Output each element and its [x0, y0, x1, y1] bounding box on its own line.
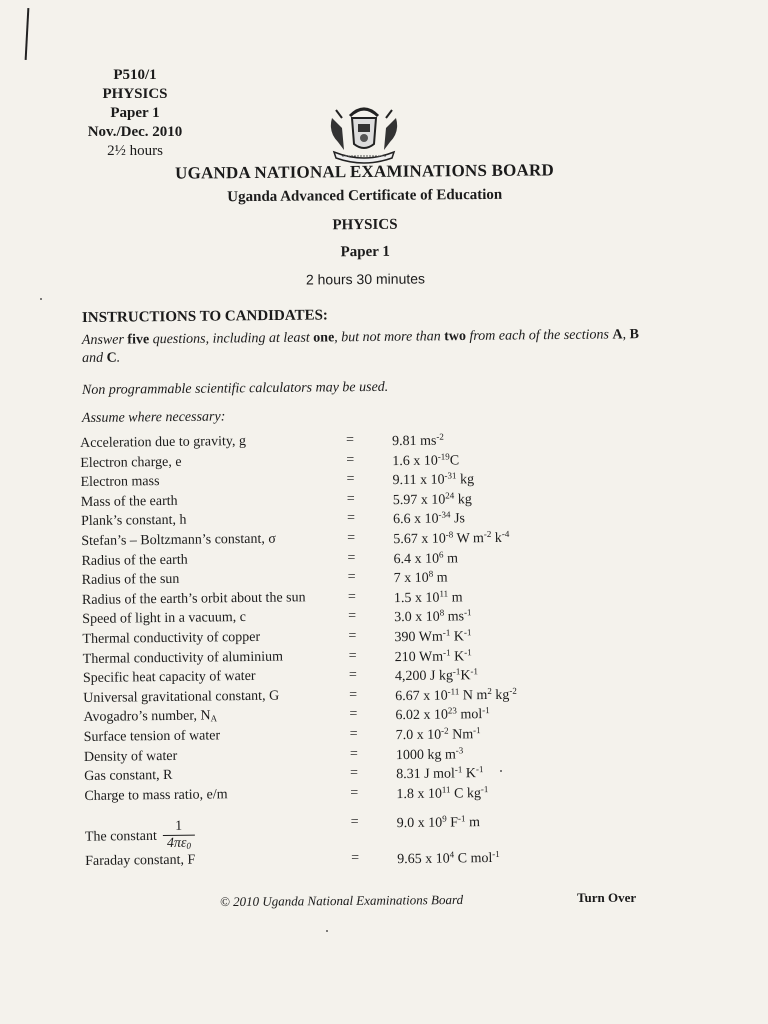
constant-value: 4,200 J $kg^{-1}K^{-1}$	[394, 666, 479, 685]
equals-sign: =	[348, 648, 357, 664]
equals-sign: =	[349, 706, 358, 723]
pen-mark	[25, 8, 30, 60]
constant-row-coulomb	[85, 801, 685, 852]
constant-value: 210 $Wm^{-1}$ $K^{-1}$	[394, 646, 472, 665]
constant-value: 8.31 J mol$^{-1}$ $K^{-1}$	[396, 764, 484, 783]
exam-duration: 2 hours 30 minutes	[305, 270, 426, 288]
equals-sign: =	[350, 785, 359, 801]
constant-value: 5.97 x $10^{24}$ kg	[392, 490, 472, 508]
equals-sign: =	[348, 628, 357, 644]
equals-sign: =	[348, 667, 357, 683]
constant-value: 5.67 x $10^{-8}$ W $m^{-2}$ $k^{-4}$	[393, 528, 510, 548]
constant-value: 9.11 x $10^{-31}$ kg	[392, 470, 475, 489]
constant-label: Surface tension of water	[83, 728, 221, 745]
constant-label: Radius of the earth’s orbit about the sun	[81, 590, 306, 608]
constant-value: 9.0 x $10^9$ $F^{-1}$ m	[396, 813, 481, 832]
constant-label: Radius of the earth	[81, 552, 188, 569]
constant-label: Plank’s constant, h	[80, 513, 187, 530]
constant-value: 6.4 x $10^6$ m	[393, 549, 459, 567]
constant-label: Radius of the sun	[81, 571, 180, 589]
turn-over-label: Turn Over	[577, 890, 637, 905]
constant-value: 390 $Wm^{-1}$ $K^{-1}$	[394, 627, 472, 646]
constants-table	[80, 429, 685, 872]
equals-sign: =	[347, 530, 356, 546]
constant-value: 1.5 x $10^{11}$ m	[393, 588, 463, 606]
constant-label: Electron mass	[80, 474, 160, 491]
constant-value: 6.67 x $10^{-11}$ N $m^2$ $kg^{-2}$	[395, 685, 517, 704]
constant-label: Acceleration due to gravity, g	[80, 433, 247, 451]
constant-label: Electron charge, e	[80, 454, 182, 471]
equals-sign: =	[350, 765, 359, 781]
copyright-notice: © 2010 Uganda National Examinations Board	[219, 891, 464, 910]
paper-code-block	[84, 66, 186, 161]
paper-code: P510/1	[113, 67, 157, 83]
equals-sign: =	[350, 814, 359, 831]
certificate-name: Uganda Advanced Certificate of Education	[227, 186, 503, 206]
equals-sign: =	[347, 569, 356, 585]
equals-sign: =	[349, 726, 358, 742]
constant-label: Thermal conductivity of aluminium	[82, 649, 284, 667]
paper-speck	[500, 770, 502, 772]
equals-sign: =	[348, 608, 357, 625]
constant-value: 6.6 x $10^{-34}$ Js	[392, 509, 466, 528]
equals-sign: =	[347, 550, 356, 566]
constant-value: 9.65 x $10^4$ C mol$^{-1}$	[397, 849, 500, 868]
equals-sign: =	[346, 452, 355, 468]
equals-sign: =	[349, 687, 358, 703]
paper-session: Nov./Dec. 2010	[87, 124, 183, 140]
constant-label: Avogadro’s number, $N_A$	[83, 708, 218, 726]
instruction-answer: Answer five questions, including at least one, but not more than two from each of the sections A, B and C.	[81, 327, 639, 366]
constant-value: 3.0 x $10^8$ $ms^{-1}$	[394, 607, 472, 626]
constant-label: Specific heat capacity of water	[82, 668, 256, 687]
fraction-one-over-four-pi-epsilon: $\frac{1}{4\pi\varepsilon_0}$	[163, 819, 195, 854]
constant-label: Faraday constant, F	[85, 852, 196, 870]
constant-label: Gas constant, R	[84, 767, 173, 785]
constant-label: Universal gravitational constant, G	[83, 688, 280, 706]
instruction-assume: Assume where necessary:	[81, 409, 226, 426]
constant-value: 7.0 x $10^{-2}$ $Nm^{-1}$	[395, 725, 481, 744]
constant-label: Thermal conductivity of copper	[82, 629, 261, 647]
uneb-crest-icon	[322, 98, 406, 168]
constant-value: 9.81 $ms^{-2}$	[392, 431, 444, 450]
paper-speck	[40, 298, 42, 300]
instruction-calculators: Non programmable scientific calculators may be used.	[81, 379, 389, 398]
title-block	[149, 160, 580, 289]
equals-sign: =	[349, 746, 358, 762]
equals-sign: =	[346, 491, 355, 507]
subject-title: PHYSICS	[332, 216, 398, 234]
paper-subject: PHYSICS	[102, 86, 168, 102]
constant-value: 1.6 x $10^{-19}C$	[392, 451, 460, 469]
equals-sign: =	[351, 850, 360, 866]
constant-label: Mass of the earth	[80, 493, 178, 510]
constant-value: 6.02 x $10^{23}$ mol$^{-1}$	[395, 705, 490, 724]
constant-label: Stefan’s – Boltzmann’s constant, σ	[81, 531, 276, 549]
constant-label: Speed of light in a vacuum, c	[82, 610, 247, 628]
instructions-heading: INSTRUCTIONS TO CANDIDATES:	[81, 307, 328, 326]
constant-label: The constant	[84, 829, 157, 845]
paper-number: Paper 1	[110, 105, 160, 121]
board-name: UGANDA NATIONAL EXAMINATIONS BOARD	[175, 160, 555, 183]
equals-sign: =	[346, 511, 356, 527]
constant-label: Density of water	[83, 748, 178, 765]
equals-sign: =	[345, 432, 355, 448]
constant-value: 1000 kg $m^{-3}$	[395, 744, 464, 763]
equals-sign: =	[346, 471, 355, 487]
paper-hours: 2½ hours	[107, 143, 163, 159]
paper-title: Paper 1	[340, 243, 390, 261]
equals-sign: =	[347, 589, 356, 605]
paper-speck	[326, 930, 328, 932]
constant-label: Charge to mass ratio, e/m	[84, 786, 228, 804]
constant-value: 1.8 x $10^{11}$ C $kg^{-1}$	[396, 783, 489, 802]
constant-value: 7 x $10^8$ m	[393, 568, 448, 587]
